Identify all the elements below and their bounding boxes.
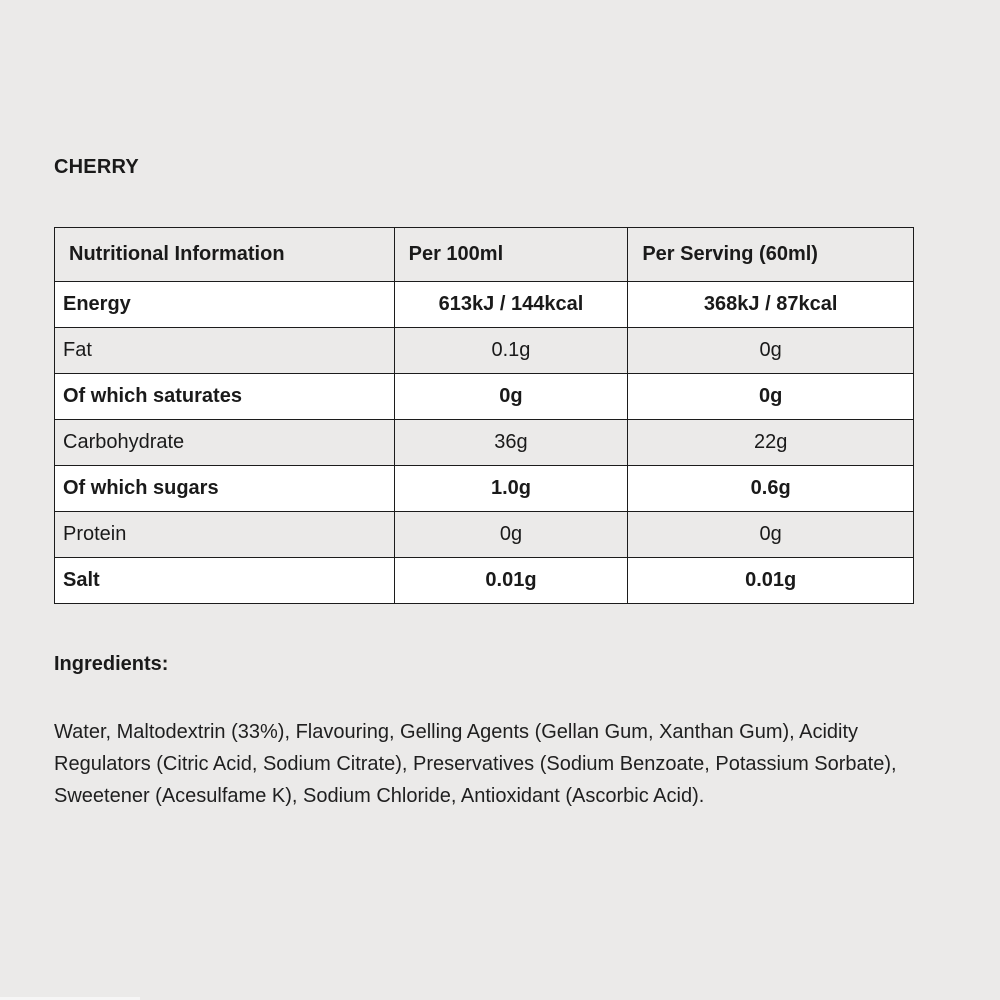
row-per-100ml: 36g bbox=[394, 420, 628, 466]
table-row-sugars bbox=[55, 466, 914, 512]
row-label: Of which sugars bbox=[55, 466, 395, 512]
table-row-fat bbox=[55, 328, 914, 374]
table-header-row bbox=[55, 228, 914, 282]
row-per-serving: 368kJ / 87kcal bbox=[628, 282, 914, 328]
row-per-100ml: 0.01g bbox=[394, 558, 628, 604]
nutrition-table bbox=[54, 227, 914, 604]
table-row-energy bbox=[55, 282, 914, 328]
row-label: Salt bbox=[55, 558, 395, 604]
row-label: Carbohydrate bbox=[55, 420, 395, 466]
row-label: Fat bbox=[55, 328, 395, 374]
row-per-100ml: 0g bbox=[394, 374, 628, 420]
row-per-100ml: 0.1g bbox=[394, 328, 628, 374]
table-row-salt bbox=[55, 558, 914, 604]
row-per-serving: 0g bbox=[628, 328, 914, 374]
table-row-saturates bbox=[55, 374, 914, 420]
header-per-serving: Per Serving (60ml) bbox=[628, 228, 914, 282]
table-row-protein bbox=[55, 512, 914, 558]
table-row-carbohydrate bbox=[55, 420, 914, 466]
ingredients-heading: Ingredients: bbox=[54, 653, 169, 675]
row-per-serving: 0g bbox=[628, 512, 914, 558]
row-per-100ml: 1.0g bbox=[394, 466, 628, 512]
row-label: Energy bbox=[55, 282, 395, 328]
row-per-serving: 0.01g bbox=[628, 558, 914, 604]
row-per-100ml: 0g bbox=[394, 512, 628, 558]
row-per-100ml: 613kJ / 144kcal bbox=[394, 282, 628, 328]
row-per-serving: 0.6g bbox=[628, 466, 914, 512]
ingredients-text: Water, Maltodextrin (33%), Flavouring, Gelling Agents (Gellan Gum, Xanthan Gum), Acidity Regulators (Citric Acid, Sodium Citrate), Preservatives (Sodium Benzoate, Potassium Sorbate), Sweetener (Acesulfame K), Sodium Chloride, Antioxidant (Ascorbic Acid). bbox=[54, 721, 897, 807]
row-label: Of which saturates bbox=[55, 374, 395, 420]
row-per-serving: 0g bbox=[628, 374, 914, 420]
header-per-100ml: Per 100ml bbox=[394, 228, 628, 282]
row-label: Protein bbox=[55, 512, 395, 558]
row-per-serving: 22g bbox=[628, 420, 914, 466]
flavour-title: CHERRY bbox=[54, 156, 139, 178]
header-nutritional-information: Nutritional Information bbox=[55, 228, 395, 282]
